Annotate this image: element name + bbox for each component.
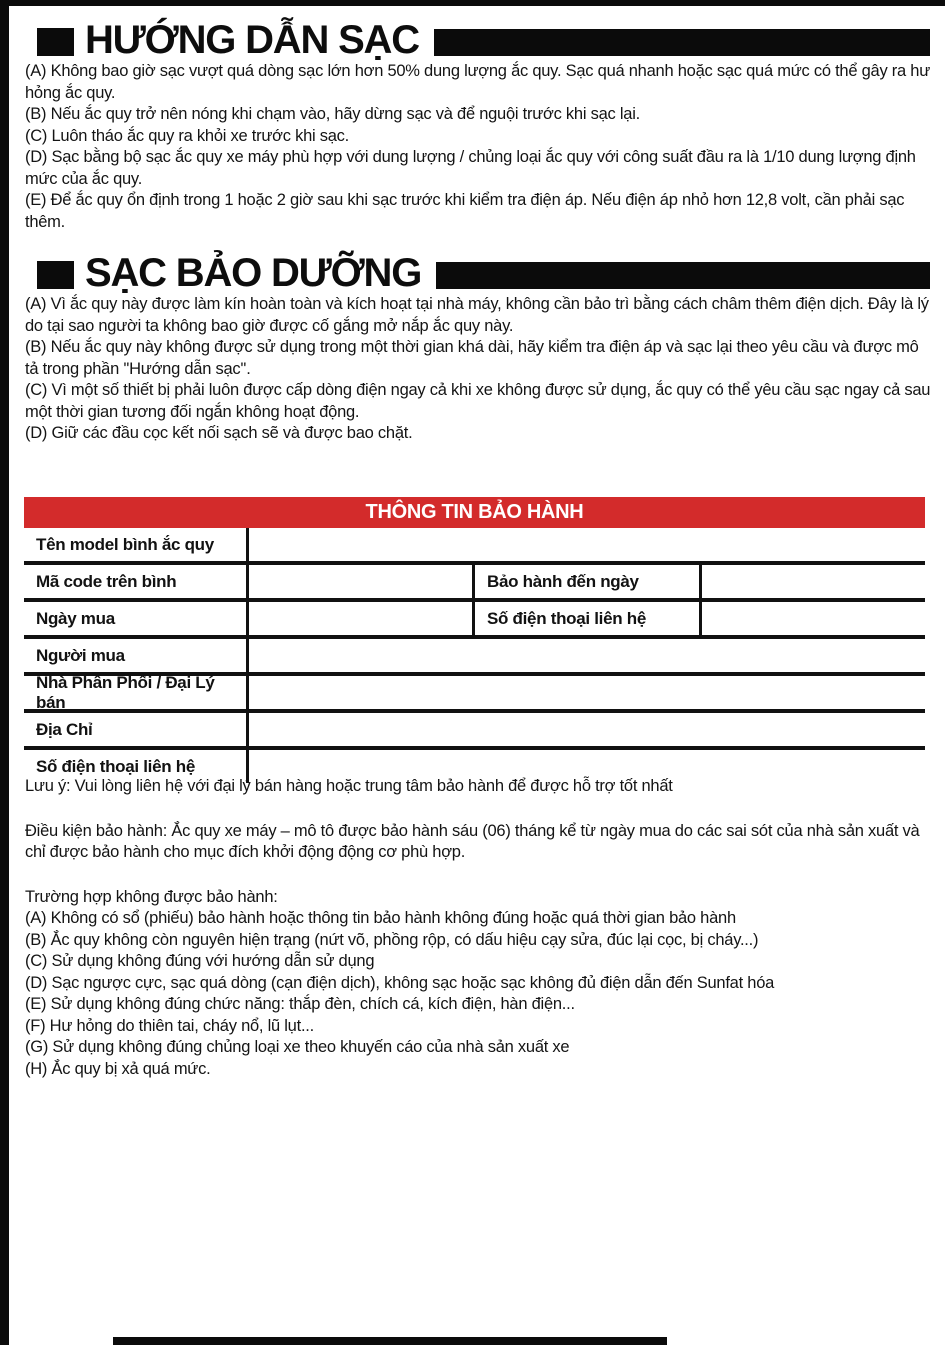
exclusion-item-d: (D) Sạc ngược cực, sạc quá dòng (cạn điện dịch), không sạc hoặc sạc không đủ điện dẫn đến Sunfat hóa <box>25 973 775 992</box>
table-row-address <box>24 713 925 750</box>
header-rule-bar <box>436 262 930 289</box>
input-cell-buyer <box>249 639 925 672</box>
maintenance-paragraph-d: (D) Giữ các đầu cọc kết nối sạch sẽ và được bao chặt. <box>25 424 413 442</box>
charging-paragraphs <box>25 61 933 233</box>
charging-paragraph-c: (C) Luôn tháo ắc quy ra khỏi xe trước khi sạc. <box>25 126 350 145</box>
warranty-info-table <box>24 497 925 783</box>
page-left-edge-bar <box>0 0 9 1345</box>
table-row-buyer <box>24 639 925 676</box>
table-row-model <box>24 528 925 565</box>
exclusion-item-f: (F) Hư hỏng do thiên tai, cháy nổ, lũ lụt... <box>25 1016 314 1035</box>
page-top-edge-bar <box>0 0 945 6</box>
exclusion-item-g: (G) Sử dụng không đúng chủng loại xe theo khuyến cáo của nhà sản xuất xe <box>25 1038 570 1056</box>
support-note: Lưu ý: Vui lòng liên hệ với đại lý bán hàng hoặc trung tâm bảo hành để được hỗ trợ tốt nhất <box>25 777 673 795</box>
exclusions-title: Trường hợp không được bảo hành: <box>25 887 278 906</box>
warranty-conditions: Điều kiện bảo hành: Ắc quy xe máy – mô tô được bảo hành sáu (06) tháng kể từ ngày mua do các sai sót của nhà sản xuất và chỉ được bảo hành cho mục đích khởi động động cơ phù hợp. <box>25 821 920 861</box>
label-contact-phone: Số điện thoại liên hệ <box>475 602 702 635</box>
charging-paragraph-d: (D) Sạc bằng bộ sạc ắc quy xe máy phù hợp với dung lượng / chủng loại ắc quy với công suất đầu ra là 1/10 dung lượng định mức của ắc quy. <box>25 148 916 188</box>
input-cell-warranty-until <box>702 565 925 598</box>
label-buyer: Người mua <box>24 639 249 672</box>
table-row-distributor <box>24 672 925 713</box>
maintenance-section-title: SẠC BẢO DƯỠNG <box>85 251 422 295</box>
charging-paragraph-a: (A) Không bao giờ sạc vượt quá dòng sạc lớn hơn 50% dung lượng ắc quy. Sạc quá nhanh hoặc sạc quá mức có thể gây ra hư hỏng ắc quy. <box>25 62 931 102</box>
header-rule-bar <box>434 29 930 56</box>
maintenance-paragraph-b: (B) Nếu ắc quy này không được sử dụng trong một thời gian khá dài, hãy kiểm tra điện áp và sạc lại theo yêu cầu và được mô tả trong phần ''Hướng dẫn sạc''. <box>25 338 919 378</box>
input-cell-battery-model <box>249 528 925 561</box>
exclusion-item-b: (B) Ắc quy không còn nguyên hiện trạng (nứt võ, phồng rộp, có dấu hiệu cạy sửa, đúc lại cọc, bị cháy...) <box>25 930 759 949</box>
warranty-table-title: THÔNG TIN BẢO HÀNH <box>24 497 925 528</box>
table-row-purchase-date-phone <box>24 602 925 639</box>
input-cell-address <box>249 713 925 746</box>
input-cell-distributor <box>249 676 925 709</box>
bullet-square-icon <box>37 261 74 289</box>
charging-section-header <box>37 18 930 62</box>
maintenance-paragraph-c: (C) Vì một số thiết bị phải luôn được cấp dòng điện ngay cả khi xe không được sử dụng, ắc quy có thể yêu cầu sạc ngay cả sau một thời gian tương đối ngắn không hoạt động. <box>25 381 931 421</box>
label-purchase-date: Ngày mua <box>24 602 249 635</box>
label-warranty-until: Bảo hành đến ngày <box>475 565 702 598</box>
input-cell-contact-phone <box>702 602 925 635</box>
table-row-code-warranty-date <box>24 565 925 602</box>
maintenance-paragraph-a: (A) Vì ắc quy này được làm kín hoàn toàn và kích hoạt tại nhà máy, không cần bảo trì bằng cách châm thêm điện dịch. Đây là lý do tại sao người ta không bao giờ được cố gắng mở nắp ắc quy này. <box>25 295 929 335</box>
maintenance-section-header <box>37 251 930 295</box>
exclusion-item-c: (C) Sử dụng không đúng với hướng dẫn sử dụng <box>25 952 375 970</box>
exclusion-item-a: (A) Không có sổ (phiếu) bảo hành hoặc thông tin bảo hành không đúng hoặc quá thời gian bảo hành <box>25 909 736 927</box>
charging-section-title: HƯỚNG DẪN SẠC <box>85 18 419 62</box>
bullet-square-icon <box>37 28 74 56</box>
exclusion-item-h: (H) Ắc quy bị xả quá mức. <box>25 1059 211 1078</box>
label-battery-model: Tên model bình ắc quy <box>24 528 249 561</box>
label-distributor: Nhà Phân Phối / Đại Lý bán <box>24 676 249 709</box>
warranty-notes <box>25 776 933 1080</box>
label-phone: Số điện thoại liên hệ <box>24 750 249 783</box>
exclusion-item-e: (E) Sử dụng không đúng chức năng: thắp đèn, chích cá, kích điện, hàn điện... <box>25 995 575 1013</box>
page-bottom-edge-bar <box>113 1337 667 1345</box>
input-cell-battery-code <box>249 565 475 598</box>
charging-paragraph-e: (E) Để ắc quy ổn định trong 1 hoặc 2 giờ sau khi sạc trước khi kiểm tra điện áp. Nếu điện áp nhỏ hơn 12,8 volt, cần phải sạc thêm. <box>25 191 905 231</box>
maintenance-paragraphs <box>25 294 933 445</box>
label-battery-code: Mã code trên bình <box>24 565 249 598</box>
label-address: Địa Chỉ <box>24 713 249 746</box>
input-cell-purchase-date <box>249 602 475 635</box>
charging-paragraph-b: (B) Nếu ắc quy trở nên nóng khi chạm vào, hãy dừng sạc và để nguội trước khi sạc lại. <box>25 105 640 123</box>
